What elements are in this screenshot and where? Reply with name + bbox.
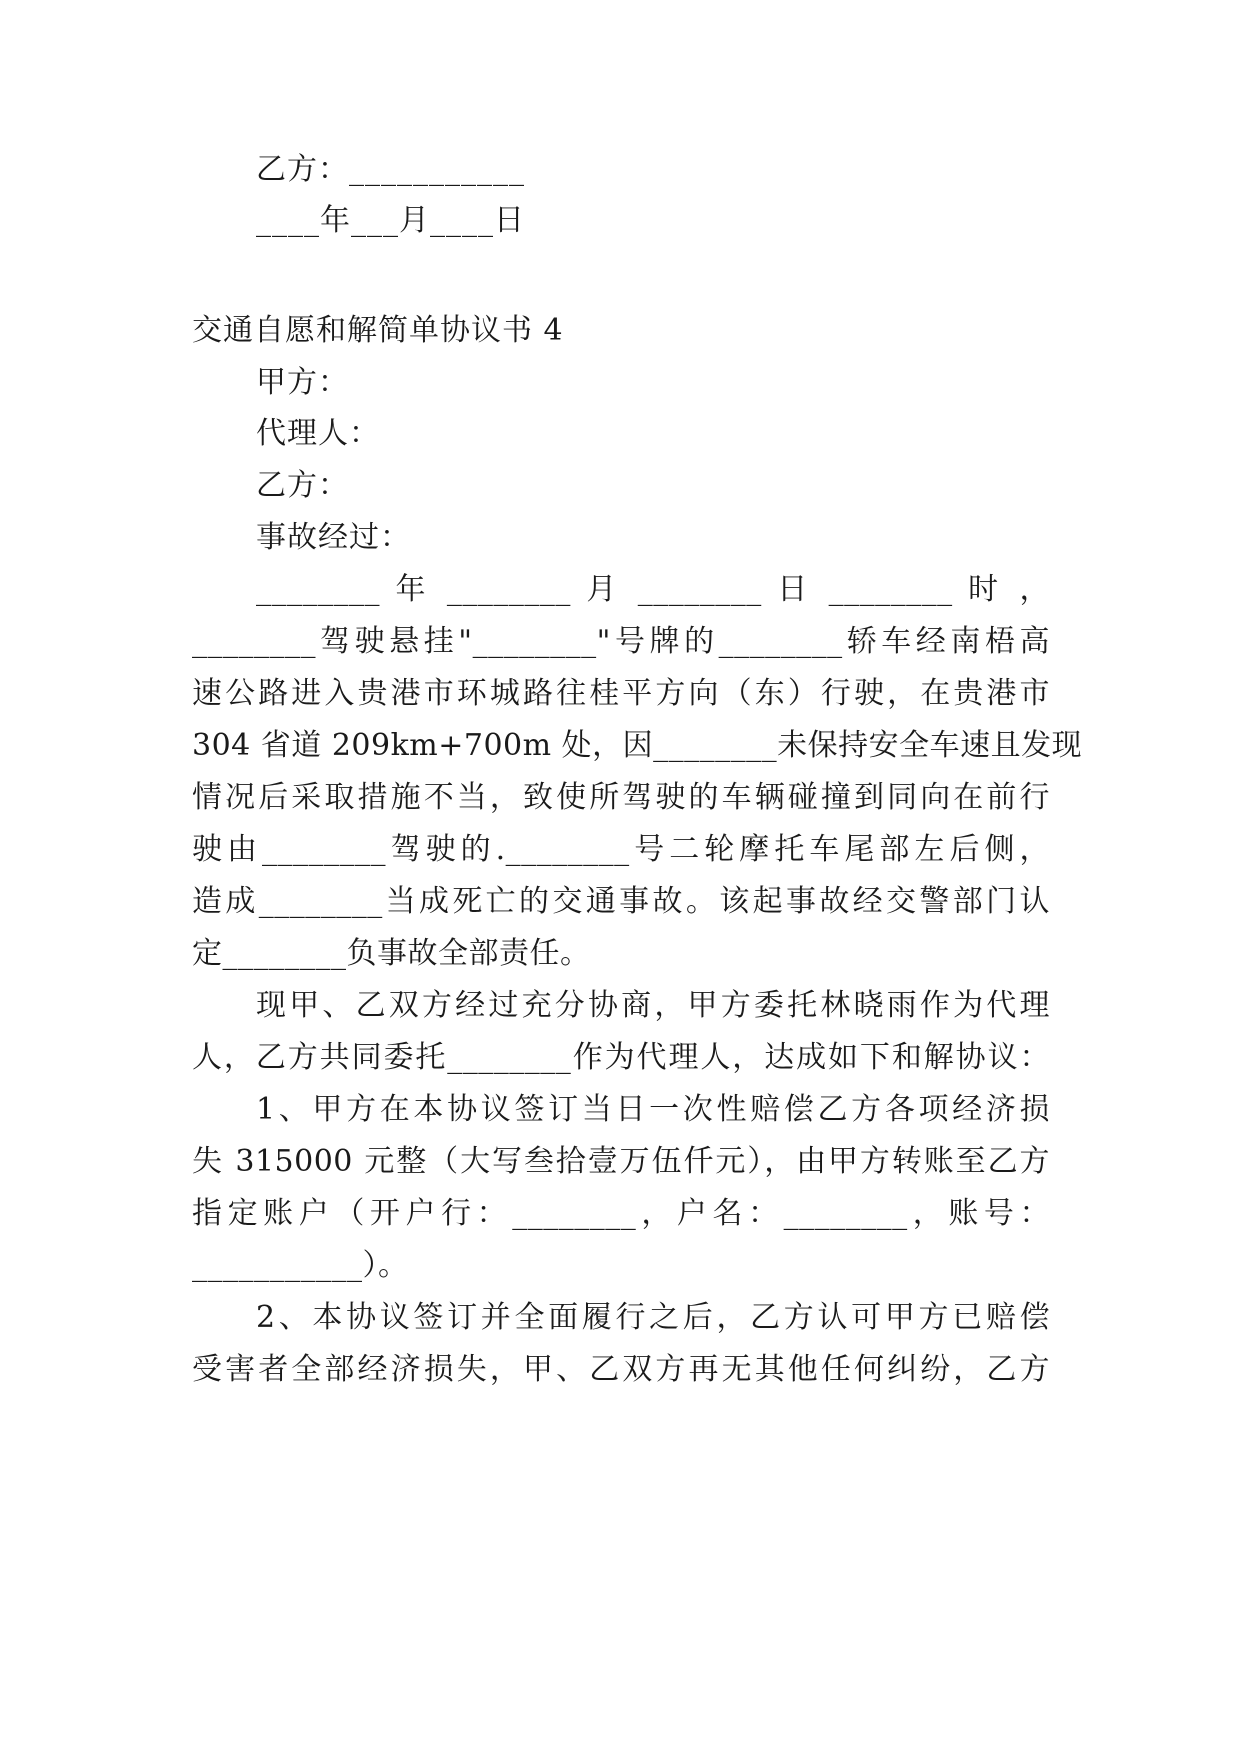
accident-line: 速公路进入贵港市环城路往桂平方向（东）行驶，在贵港市: [192, 676, 1050, 711]
intro-line: 现甲、乙双方经过充分协商，甲方委托林晓雨作为代理: [256, 988, 1050, 1023]
accident-line: 定________负事故全部责任。: [192, 936, 591, 971]
clause-2-line: 受害者全部经济损失，甲、乙双方再无其他任何纠纷，乙方: [192, 1352, 1050, 1387]
agent-label: 代理人：: [256, 416, 380, 451]
signature-party-b-line: 乙方：___________: [256, 152, 525, 187]
intro-line: 人，乙方共同委托________作为代理人，达成如下和解协议：: [192, 1040, 1050, 1075]
document-title: 交通自愿和解简单协议书 4: [192, 313, 564, 348]
accident-line: ________驾驶悬挂"________"号牌的________轿车经南梧高: [192, 624, 1050, 659]
clause-1-line: ___________）。: [192, 1248, 409, 1283]
party-a-label: 甲方：: [256, 365, 349, 400]
accident-heading: 事故经过：: [256, 520, 411, 555]
accident-line: 情况后采取措施不当，致使所驾驶的车辆碰撞到同向在前行: [192, 780, 1050, 815]
accident-line: 304 省道 209km+700m 处，因________未保持安全车速且发现: [192, 728, 1083, 763]
accident-line: ________ 年 ________ 月 ________ 日 ________ 时 ，: [256, 572, 1050, 607]
accident-line: 造成________当成死亡的交通事故。该起事故经交警部门认: [192, 884, 1050, 919]
clause-1-line: 失 315000 元整（大写叁拾壹万伍仟元），由甲方转账至乙方: [192, 1144, 1050, 1179]
accident-line: 驶由________驾驶的.________号二轮摩托车尾部左后侧，: [192, 832, 1050, 867]
signature-date-line: ____年___月____日: [256, 203, 525, 238]
party-b-label: 乙方：: [256, 468, 349, 503]
clause-2-line: 2、本协议签订并全面履行之后，乙方认可甲方已赔偿: [256, 1300, 1050, 1335]
clause-1-line: 指定账户（开户行：________，户名：________，账号：: [192, 1196, 1050, 1231]
clause-1-line: 1、甲方在本协议签订当日一次性赔偿乙方各项经济损: [256, 1092, 1050, 1127]
